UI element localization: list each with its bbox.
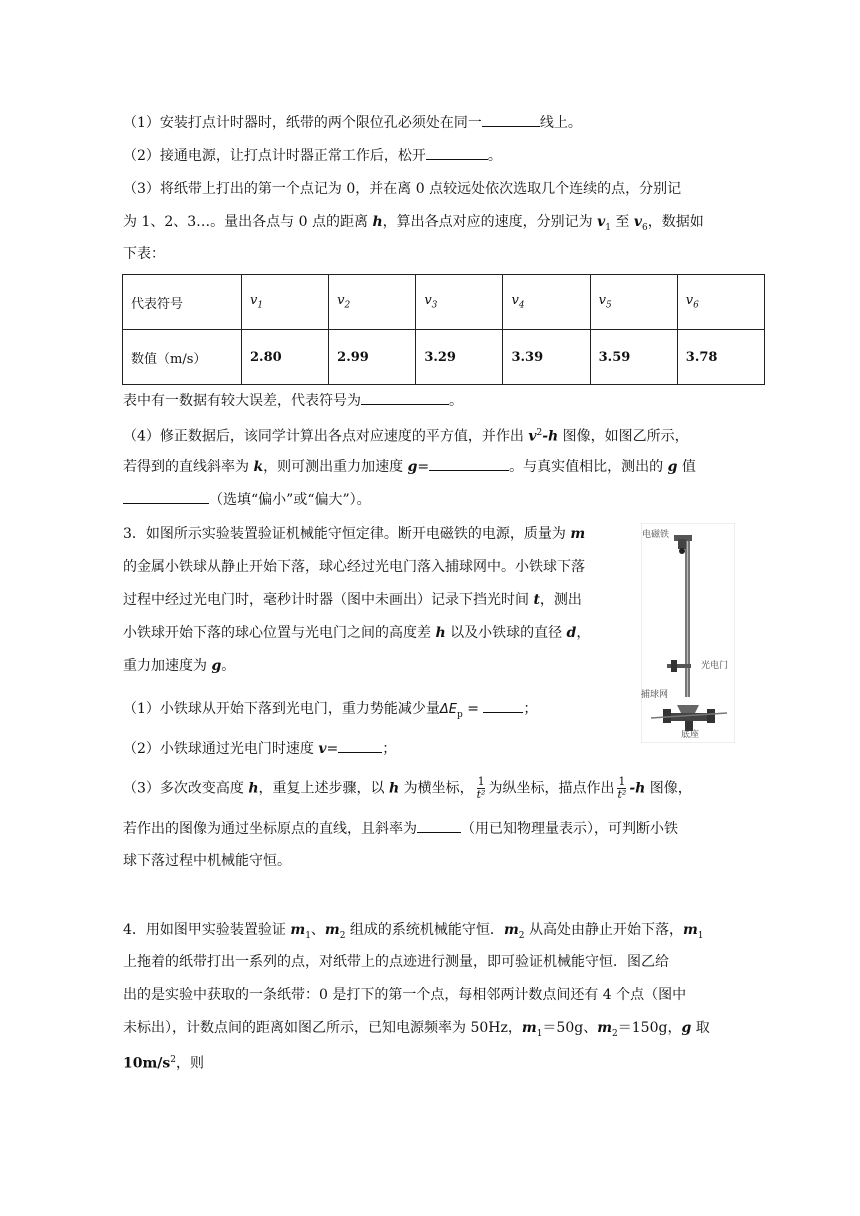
table-cell: $v_5$ [590, 275, 677, 330]
var-m: m [521, 1020, 537, 1036]
var-k: k [253, 459, 264, 475]
text: 10m/s [123, 1055, 171, 1072]
text: ； [523, 701, 538, 717]
table-cell: 3.78 [677, 330, 764, 385]
q4-line4 [123, 1018, 710, 1044]
var-v: v [597, 214, 606, 230]
delta-ep-symbol: ΔE [439, 702, 458, 717]
table-cell: 3.29 [416, 330, 503, 385]
var-v: v [318, 741, 327, 757]
q2-part3-line3 [123, 244, 165, 264]
table-cell: $v_3$ [416, 275, 503, 330]
text: 线上。 [539, 115, 582, 131]
text: 。 [221, 658, 236, 674]
subscript: 1 [536, 1028, 543, 1039]
var-m: m [570, 526, 586, 542]
table-row [123, 275, 765, 330]
text: 为横坐标， [399, 780, 474, 797]
var-h: -h [542, 428, 559, 445]
text: 上拖着的纸带打出一系列的点，对纸带上的点迹进行测量，即可验证机械能守恒．图乙给 [123, 954, 669, 970]
text: 取 [691, 1020, 710, 1036]
table-cell: $v_2$ [329, 275, 416, 330]
answer-blank[interactable] [338, 738, 382, 753]
var-h: h [248, 780, 259, 797]
speed-table [122, 274, 765, 385]
fraction-one-over-t-squared [477, 776, 486, 801]
text: （用已知物理量表示），可判断小铁 [461, 821, 678, 837]
table-cell: 数值（m/s） [123, 330, 242, 385]
var-h: h [372, 214, 383, 230]
text: ， [576, 625, 591, 641]
text: 4．用如图甲实验装置验证 [123, 922, 291, 938]
text: （1）安装打点计时器时，纸带的两个限位孔必须处在同一 [123, 115, 482, 131]
text: 小铁球开始下落的球心位置与光电门之间的高度差 [123, 625, 436, 641]
subscript: 2 [339, 930, 346, 941]
text: = [417, 459, 430, 475]
text: （3）多次改变高度 [123, 780, 249, 797]
table-row [123, 330, 765, 385]
q3-part3-line1 [123, 776, 692, 801]
var-d: d [566, 625, 577, 641]
text: 。 [449, 393, 463, 409]
subscript: 2 [612, 1028, 618, 1039]
q2-part2 [123, 145, 502, 166]
q2-part3-line1 [123, 179, 681, 199]
text: （4）修正数据后，该同学计算出各点对应速度的平方值，并作出 [123, 428, 529, 445]
subscript: p [457, 709, 463, 720]
subscript: 1 [605, 222, 611, 233]
subscript: 2 [518, 930, 525, 941]
text: ，算出各点对应的速度，分别记为 [382, 214, 598, 230]
numerator: 1 [618, 775, 626, 788]
var-v: v [633, 214, 642, 230]
var-t: t [533, 592, 540, 608]
text: 出的是实验中获取的一条纸带：0 是打下的第一个点，每相邻两计数点间还有 4 个点（图中 [123, 987, 687, 1003]
var-g: g [681, 1020, 692, 1036]
text: ； [382, 741, 397, 757]
table-cell: 2.80 [242, 330, 329, 385]
label-photogate: 光电门 [701, 661, 729, 671]
q3-line3 [123, 590, 582, 610]
q2-error-line [123, 390, 463, 411]
answer-blank[interactable] [483, 698, 523, 713]
text: 以及小铁球的直径 [445, 625, 567, 641]
subscript: 1 [697, 930, 704, 941]
q4-line3 [123, 985, 686, 1005]
answer-blank[interactable] [429, 456, 509, 471]
table-cell: $v_6$ [677, 275, 764, 330]
text: ，数据如 [647, 214, 704, 230]
var-h: h [435, 625, 446, 641]
text: 。与真实值相比，测出的 [509, 459, 668, 475]
table-cell: 2.99 [329, 330, 416, 385]
text: = [462, 701, 484, 717]
label-base: 底座 [681, 730, 700, 740]
text: ＝150g， [617, 1020, 682, 1036]
text: ＝50g、 [542, 1020, 598, 1036]
superscript: 2 [170, 1055, 177, 1065]
var-m: m [597, 1020, 613, 1036]
var-m: m [682, 922, 698, 938]
denominator: t² [617, 788, 627, 801]
text: 的金属小铁球从静止开始下落，球心经过光电门落入捕球网中。小铁球下落 [123, 559, 585, 575]
text: 球下落过程中机械能守恒。 [123, 853, 291, 869]
q3-line2 [123, 557, 585, 577]
q3-line4 [123, 623, 590, 643]
q3-line5 [123, 656, 235, 676]
text: （选填“偏小”或“偏大”）。 [209, 492, 371, 508]
text: 过程中经过光电门时，毫秒计时器（图中未画出）记录下挡光时间 [123, 592, 534, 608]
q3-part3-line2 [123, 818, 678, 839]
var-m: m [503, 922, 519, 938]
label-net: 捕球网 [641, 690, 669, 700]
answer-blank[interactable] [482, 112, 540, 127]
text: 图像， [645, 780, 692, 797]
text: = [326, 741, 339, 757]
superscript: 2 [536, 428, 543, 438]
var-v: v [528, 428, 537, 445]
text: （2）接通电源，让打点计时器正常工作后，松开 [123, 148, 426, 164]
text: （1）小铁球从开始下落到光电门，重力势能减少量 [123, 701, 440, 717]
text: 组成的系统机械能守恒． [345, 922, 504, 938]
q3-part1 [123, 698, 537, 725]
table-cell: 3.59 [590, 330, 677, 385]
answer-blank[interactable] [417, 818, 461, 833]
q3-part3-line3 [123, 851, 291, 871]
var-g: g [407, 459, 418, 475]
text: 重力加速度为 [123, 658, 212, 674]
q2-part4-line1 [123, 423, 689, 447]
text: ，则可测出重力加速度 [263, 459, 408, 475]
text: （3）将纸带上打出的第一个点记为 0，并在离 0 点较远处依次选取几个连续的点，分别记 [123, 181, 682, 197]
var-m: m [290, 922, 306, 938]
fraction-one-over-t-squared [617, 776, 626, 801]
label-magnet: 电磁铁 [642, 530, 670, 540]
q2-part4-line3 [123, 489, 371, 510]
answer-blank[interactable] [123, 489, 209, 504]
text: ，则 [176, 1055, 205, 1072]
text: 为 1、2、3…。量出各点与 0 点的距离 [123, 214, 373, 230]
text: 表中有一数据有较大误差，代表符号为 [123, 393, 361, 409]
q3-line1 [123, 524, 585, 544]
text: ，重复上述步骤，以 [258, 780, 389, 797]
apparatus-figure [641, 523, 735, 743]
var-h: h [389, 780, 400, 797]
var-g: g [211, 658, 222, 674]
q3-part2 [123, 738, 396, 759]
text: 为纵坐标，描点作出 [488, 780, 615, 797]
q2-part4-line2 [123, 456, 696, 477]
var-m: m [324, 922, 340, 938]
text: （2）小铁球通过光电门时速度 [123, 741, 319, 757]
text: 从高处由静止开始下落， [524, 922, 683, 938]
apparatus-drawing [641, 523, 735, 743]
text: 至 [610, 214, 634, 230]
q4-line5 [123, 1050, 204, 1074]
q2-part1 [123, 112, 582, 133]
text: 未标出），计数点间的距离如图乙所示，已知电源频率为 50Hz， [123, 1020, 522, 1036]
text: ，测出 [539, 592, 582, 608]
table-cell: $v_4$ [503, 275, 590, 330]
subscript: 6 [642, 222, 648, 233]
table-cell: $v_1$ [242, 275, 329, 330]
numerator: 1 [477, 775, 485, 788]
table-cell: 3.39 [503, 330, 590, 385]
text: 若得到的直线斜率为 [123, 459, 254, 475]
answer-blank[interactable] [426, 145, 488, 160]
denominator: t² [476, 788, 486, 801]
text: 3．如图所示实验装置验证机械能守恒定律。断开电磁铁的电源，质量为 [123, 526, 571, 542]
q2-part3-line2 [123, 212, 704, 238]
table-cell: 代表符号 [123, 275, 242, 330]
text: 。 [487, 148, 502, 164]
text: 值 [677, 459, 696, 475]
text: 下表： [123, 246, 165, 262]
subscript: 1 [305, 930, 311, 941]
text: 、 [310, 922, 325, 938]
q4-line2 [123, 952, 669, 972]
q4-line1 [123, 920, 704, 946]
text: 图像，如图乙所示， [558, 428, 689, 445]
var-g: g [667, 459, 678, 475]
var-h: -h [629, 780, 646, 797]
text: 若作出的图像为通过坐标原点的直线，且斜率为 [123, 821, 417, 837]
answer-blank[interactable] [361, 390, 449, 405]
